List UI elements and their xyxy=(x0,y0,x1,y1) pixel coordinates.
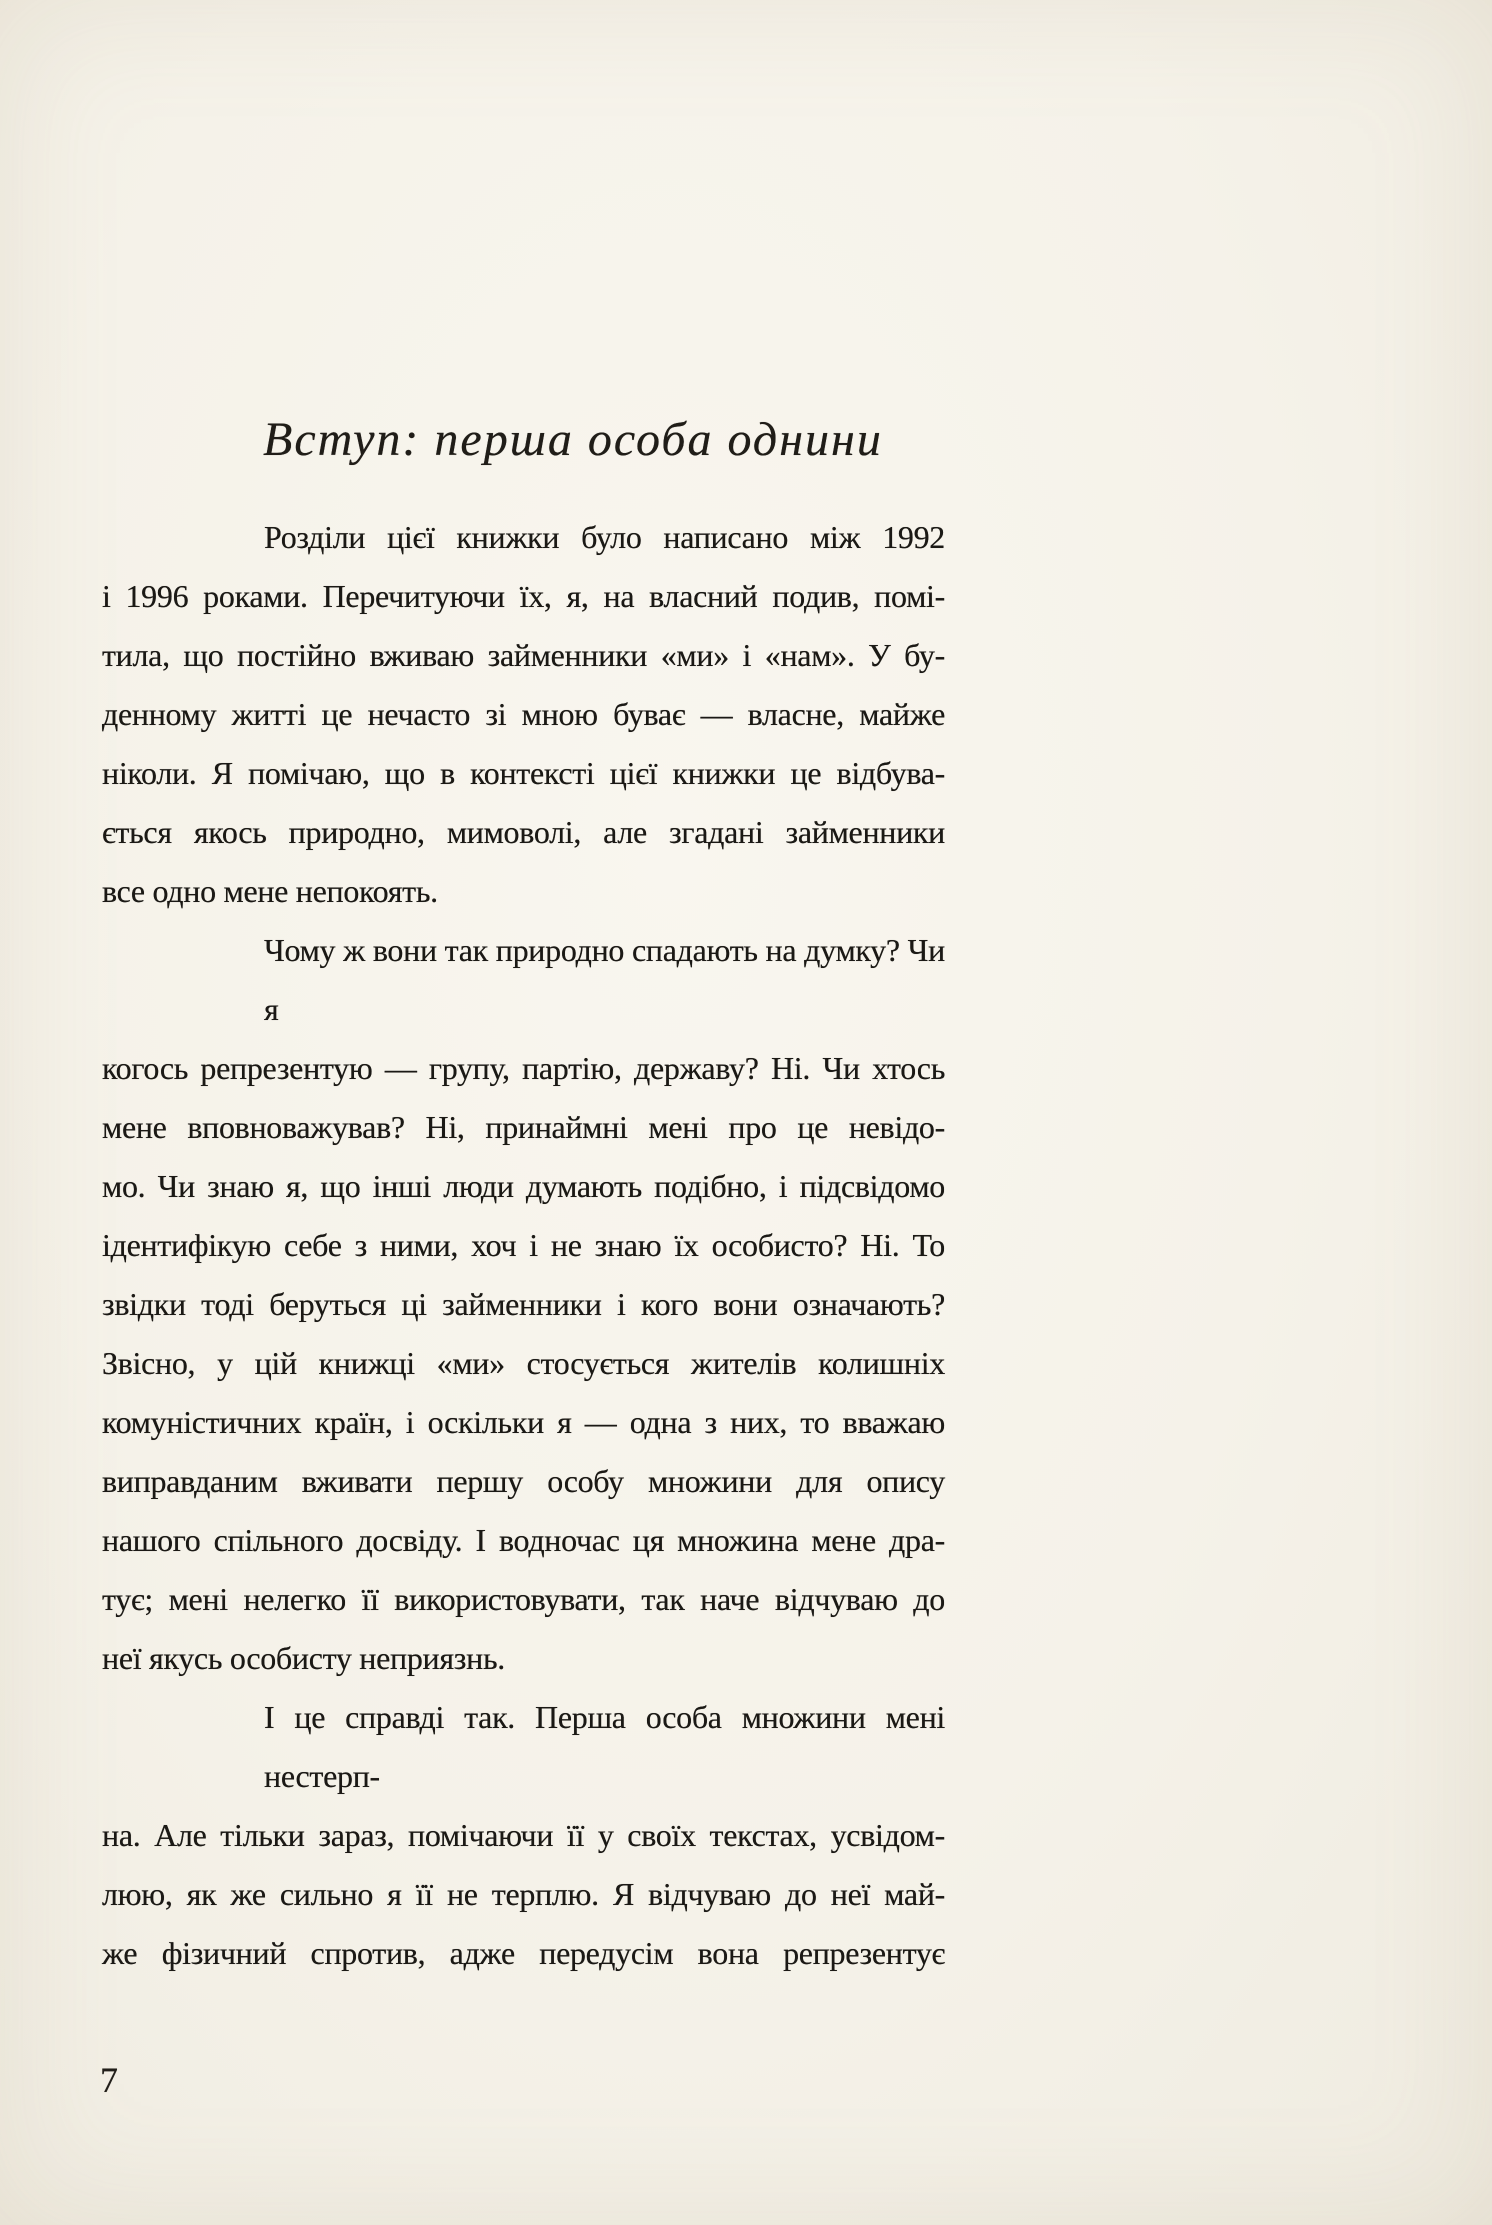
text-line: ніколи. Я помічаю, що в контексті цієї книжки це відбува- xyxy=(102,755,945,791)
chapter-title: Вступ: перша особа однини xyxy=(263,413,883,466)
text-line: тує; мені нелегко її використовувати, так наче відчуваю до xyxy=(102,1581,945,1617)
text-line: когось репрезентую — групу, партію, державу? Ні. Чи хтось xyxy=(102,1050,945,1086)
text-line: Розділи цієї книжки було написано між 1992 xyxy=(264,519,945,555)
text-block xyxy=(102,508,945,1983)
text-line: тила, що постійно вживаю займенники «ми» і «нам». У бу- xyxy=(102,637,945,673)
text-line: же фізичний спротив, адже передусім вона репрезентує xyxy=(102,1935,945,1971)
text-line: Звісно, у цій книжці «ми» стосується жителів колишніх xyxy=(102,1345,945,1381)
text-line: звідки тоді беруться ці займенники і кого вони означають? xyxy=(102,1286,945,1322)
text-line: неї якусь особисту неприязнь. xyxy=(102,1640,505,1676)
text-line: І це справді так. Перша особа множини мені нестерп- xyxy=(264,1699,945,1794)
text-line: все одно мене непокоять. xyxy=(102,873,438,909)
text-line: денному житті це нечасто зі мною буває — власне, майже xyxy=(102,696,945,732)
text-line: нашого спільного досвіду. І водночас ця множина мене дра- xyxy=(102,1522,945,1558)
text-line: ідентифікую себе з ними, хоч і не знаю їх особисто? Ні. То xyxy=(102,1227,945,1263)
page-number: 7 xyxy=(100,2060,118,2100)
text-line: люю, як же сильно я її не терплю. Я відчуваю до неї май- xyxy=(102,1876,945,1912)
text-line: виправданим вживати першу особу множини для опису xyxy=(102,1463,945,1499)
text-line: комуністичних країн, і оскільки я — одна з них, то вважаю xyxy=(102,1404,945,1440)
text-line: ється якось природно, мимоволі, але згадані займенники xyxy=(102,814,945,850)
text-line: і 1996 роками. Перечитуючи їх, я, на власний подив, помі- xyxy=(102,578,945,614)
text-line: мо. Чи знаю я, що інші люди думають подібно, і підсвідомо xyxy=(102,1168,945,1204)
text-line: мене вповноважував? Ні, принаймні мені про це невідо- xyxy=(102,1109,945,1145)
text-line: Чому ж вони так природно спадають на думку? Чи я xyxy=(264,932,945,1027)
text-line: на. Але тільки зараз, помічаючи її у своїх текстах, усвідом- xyxy=(102,1817,945,1853)
